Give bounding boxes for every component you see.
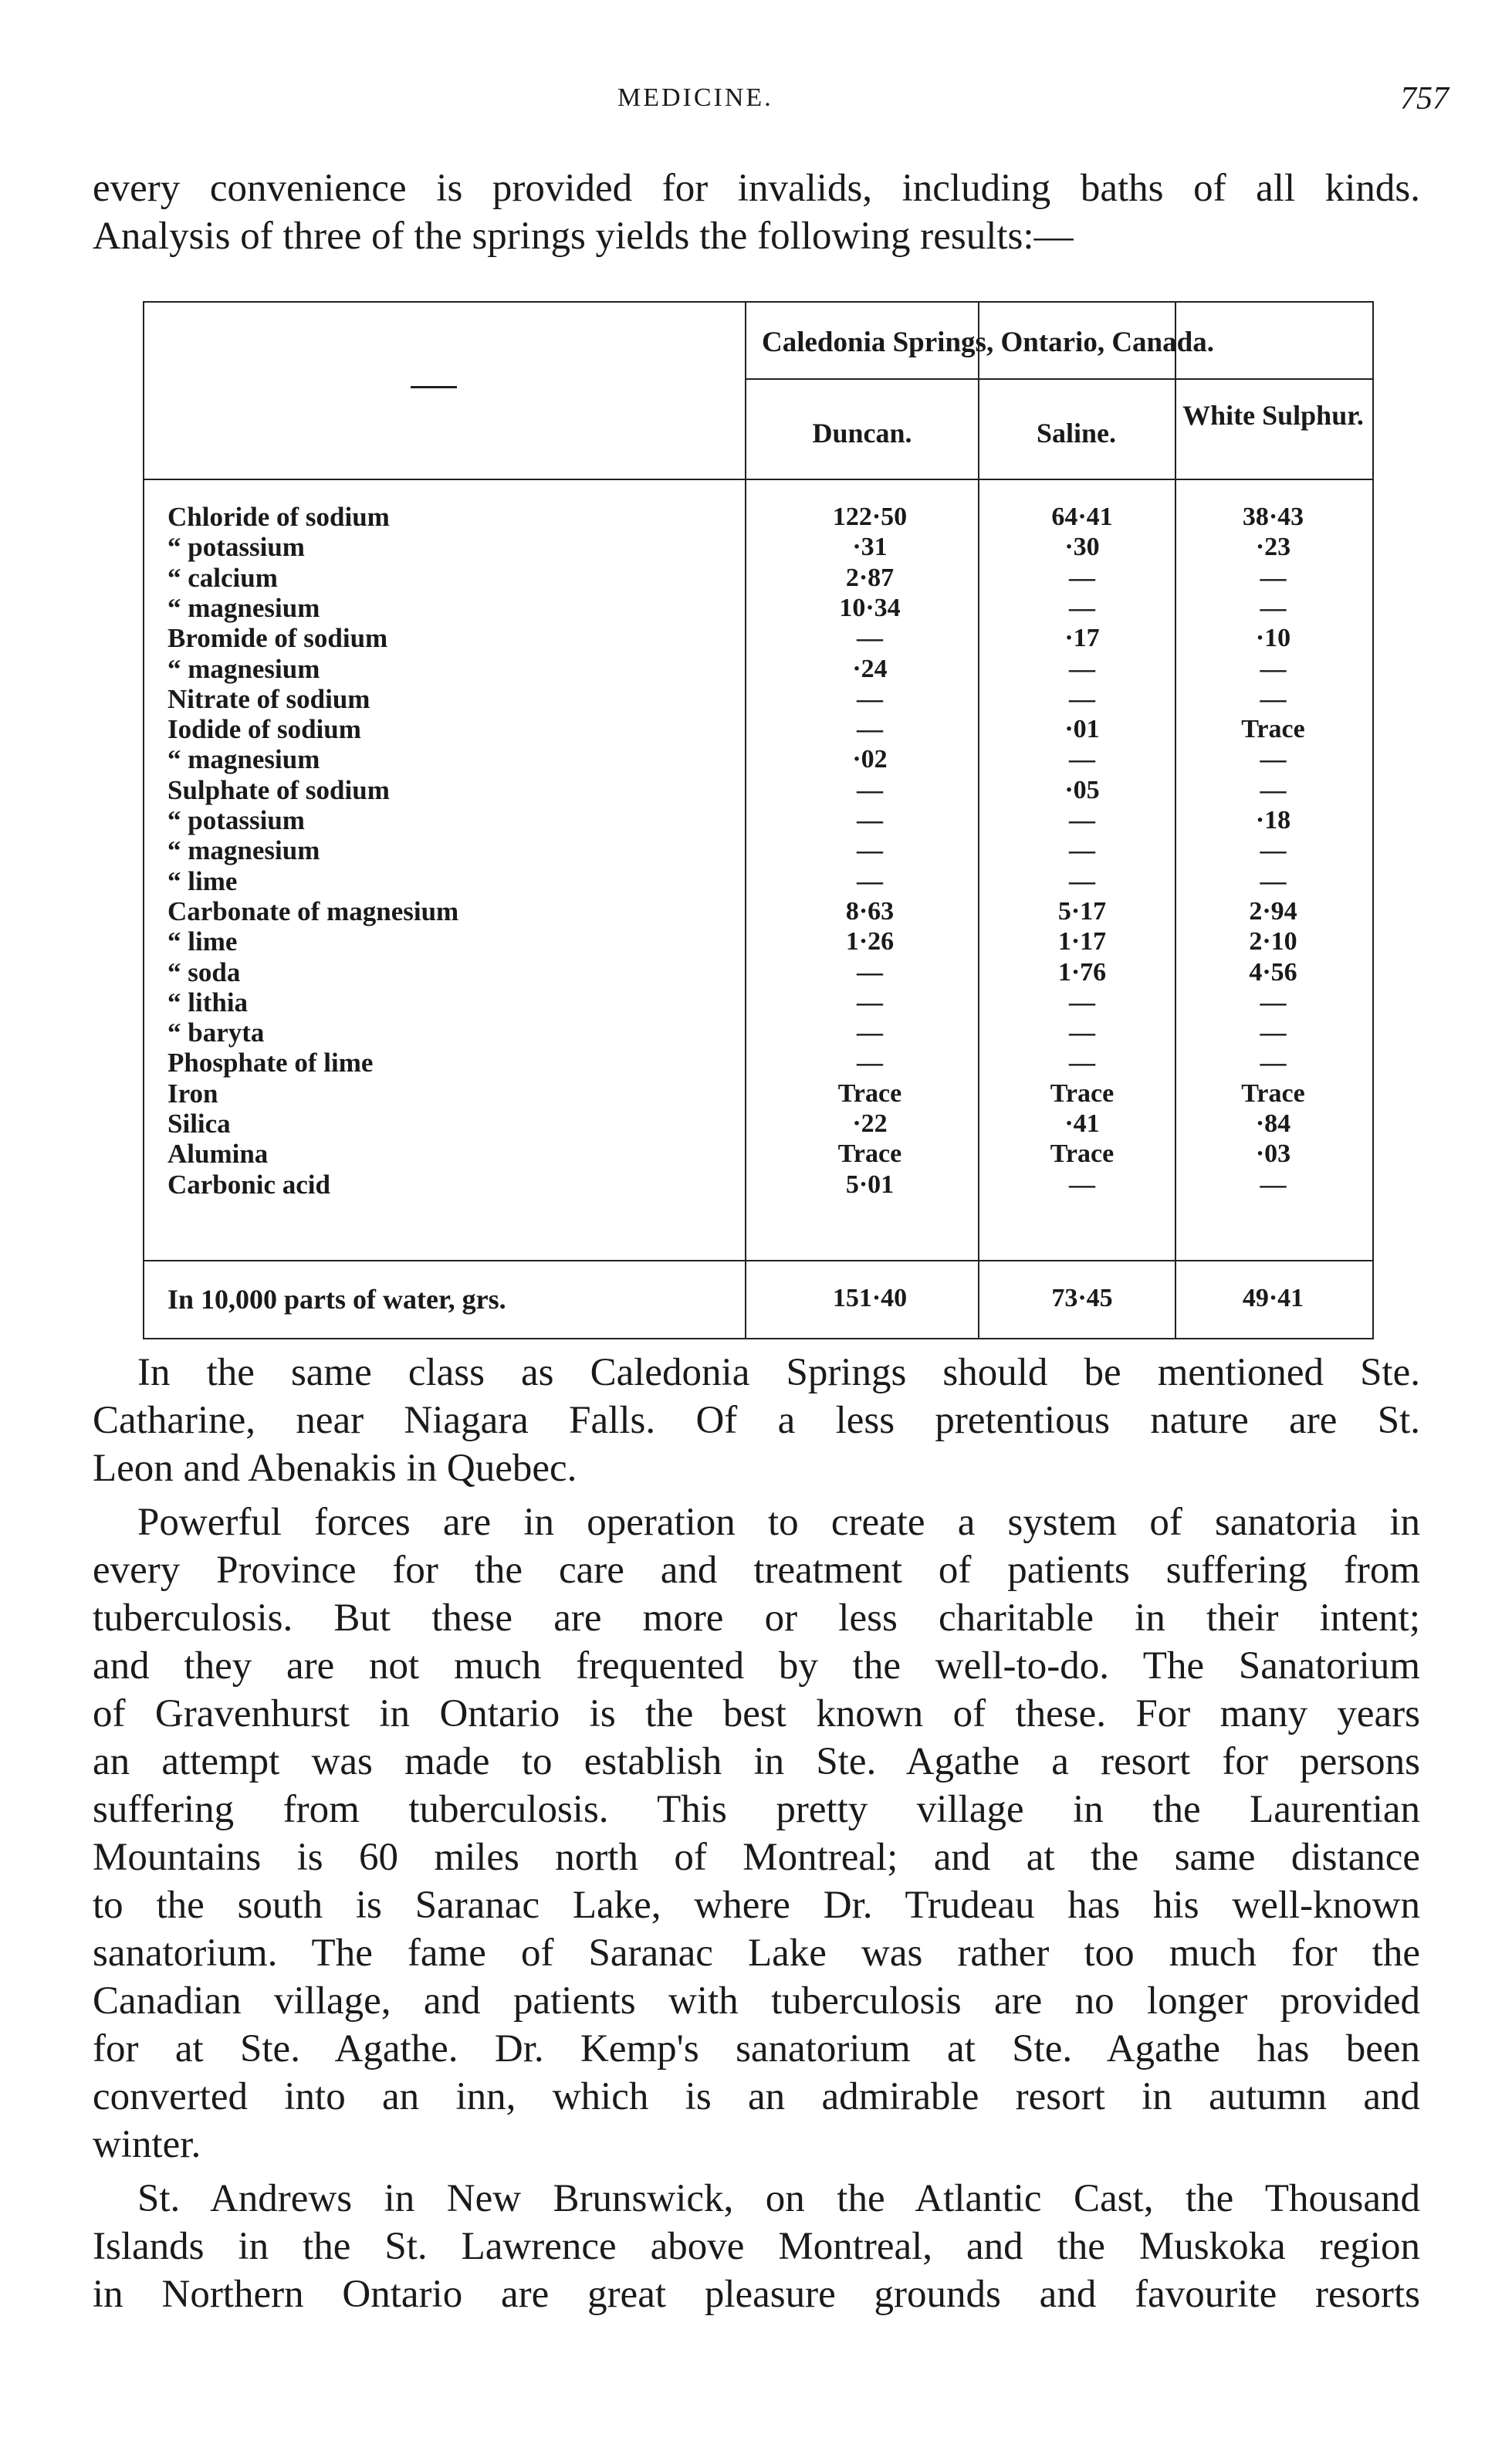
table-cell: 64·41 — [1051, 503, 1113, 531]
row-label — [167, 1048, 739, 1078]
table-cell: — — [1069, 867, 1095, 896]
table-cell: — — [857, 836, 883, 865]
row-label-text: Sulphate of sodium — [167, 775, 390, 805]
column-header-saline: Saline. — [1036, 418, 1117, 449]
table-cell: 5·17 — [1057, 897, 1107, 926]
row-label — [167, 1017, 739, 1048]
table-cell: 38·43 — [1242, 503, 1304, 531]
table-cell: Trace — [1050, 1079, 1115, 1108]
table-cell: 10·34 — [839, 594, 901, 622]
paragraph-line: converted into an inn, which is an admirable resort in autumn and — [93, 2075, 1420, 2118]
table-cell: — — [1260, 988, 1287, 1017]
row-label-text: Nitrate of sodium — [167, 684, 370, 714]
table-rule — [144, 1260, 1372, 1261]
row-label-text: “ soda — [167, 957, 241, 987]
table-cell: — — [1069, 988, 1095, 1017]
table-cell: ·30 — [1064, 533, 1100, 561]
table-cell: ·41 — [1064, 1109, 1100, 1138]
row-label — [167, 896, 739, 927]
row-label — [167, 593, 739, 624]
row-label — [167, 714, 739, 745]
table-cell: 4·56 — [1249, 958, 1297, 987]
paragraph-line: tuberculosis. But these are more or less charitable in their intent; — [93, 1596, 1420, 1640]
table-cell: — — [1260, 776, 1287, 804]
column-header-duncan: Duncan. — [812, 418, 912, 449]
table-cell: — — [1069, 836, 1095, 865]
table-cell: — — [857, 958, 883, 987]
paragraph-line: Powerful forces are in operation to create a system of sanatoria in — [137, 1501, 1420, 1544]
table-cell: 1·76 — [1057, 958, 1107, 987]
row-label — [167, 532, 739, 563]
total-saline: 73·45 — [1051, 1284, 1113, 1312]
paragraph-line: for at Ste. Agathe. Dr. Kemp's sanatorium at Ste. Agathe has been — [93, 2027, 1420, 2070]
table-cell: — — [857, 867, 883, 896]
table-cell: — — [1069, 1170, 1095, 1199]
table-cell: — — [1260, 1170, 1287, 1199]
row-label — [167, 1170, 739, 1200]
row-label-text: “ magnesium — [167, 654, 320, 684]
table-cell: — — [857, 806, 883, 835]
row-label — [167, 502, 739, 533]
table-cell: ·05 — [1064, 776, 1100, 804]
paragraph-line: In the same class as Caledonia Springs should be mentioned Ste. — [137, 1351, 1420, 1394]
table-cell: — — [1069, 1018, 1095, 1047]
paragraph-line: winter. — [93, 2123, 201, 2166]
paragraph-line: to the south is Saranac Lake, where Dr. Trudeau has his well-known — [93, 1884, 1420, 1927]
table-cell: — — [857, 685, 883, 713]
table-cell: Trace — [1050, 1139, 1115, 1168]
table-cell: — — [1069, 655, 1095, 683]
row-label-text: “ baryta — [167, 1017, 265, 1048]
table-cell: — — [1260, 594, 1287, 622]
table-cell: — — [857, 1048, 883, 1077]
table-cell: ·02 — [852, 745, 888, 774]
table-cell: — — [1069, 594, 1095, 622]
table-cell: ·84 — [1255, 1109, 1291, 1138]
row-label-text: “ lithia — [167, 987, 249, 1017]
table-cell: — — [857, 624, 883, 652]
table-cell: 8·63 — [845, 897, 895, 926]
row-label-text: Alumina — [167, 1139, 269, 1169]
paragraph-line: Canadian village, and patients with tuberculosis are no longer provided — [93, 1979, 1420, 2023]
table-rule — [745, 378, 1372, 380]
row-label — [167, 684, 739, 715]
table-cell: ·01 — [1064, 715, 1100, 743]
row-label — [167, 1139, 739, 1170]
spring-analysis-table — [143, 301, 1374, 1339]
paragraph-line: and they are not much frequented by the well-to-do. The Sanatorium — [93, 1644, 1420, 1688]
paragraph-line: suffering from tuberculosis. This pretty village in the Laurentian — [93, 1788, 1420, 1831]
row-label-text: “ potassium — [167, 532, 305, 562]
table-caption: Caledonia Springs, Ontario, Canada. — [762, 327, 1214, 358]
paragraph-line: sanatorium. The fame of Saranac Lake was rather too much for the — [93, 1932, 1420, 1975]
table-cell: — — [1260, 745, 1287, 774]
paragraph-line: an attempt was made to establish in Ste. Agathe a resort for persons — [93, 1740, 1420, 1783]
row-label — [167, 987, 739, 1018]
total-label: In 10,000 parts of water, grs. — [167, 1284, 506, 1315]
row-label-text: “ calcium — [167, 563, 278, 593]
row-label — [167, 835, 739, 866]
table-cell: ·18 — [1255, 806, 1291, 835]
row-label-text: “ potassium — [167, 805, 305, 835]
row-label — [167, 775, 739, 806]
row-label — [167, 654, 739, 685]
paragraph-line: every Province for the care and treatment of patients suffering from — [93, 1549, 1420, 1592]
table-cell: 5·01 — [845, 1170, 895, 1199]
table-divider — [978, 303, 979, 1338]
page-number: 757 — [1400, 81, 1449, 117]
table-cell: — — [857, 776, 883, 804]
table-cell: — — [1069, 1048, 1095, 1077]
table-cell: — — [1260, 1048, 1287, 1077]
row-label — [167, 805, 739, 836]
table-cell: ·10 — [1255, 624, 1291, 652]
row-label — [167, 563, 739, 594]
table-cell: ·31 — [852, 533, 888, 561]
table-divider — [745, 303, 746, 1338]
paragraph-line: of Gravenhurst in Ontario is the best known of these. For many years — [93, 1692, 1420, 1735]
table-cell: — — [1260, 655, 1287, 683]
paragraph-line: in Northern Ontario are great pleasure grounds and favourite resorts — [93, 2273, 1420, 2316]
row-label-text: Carbonate of magnesium — [167, 896, 459, 926]
column-header-white-sulphur: White Sulphur. — [1182, 400, 1364, 431]
table-cell: — — [1260, 836, 1287, 865]
paragraph-line: St. Andrews in New Brunswick, on the Atlantic Cast, the Thousand — [137, 2177, 1420, 2220]
row-label-text: “ magnesium — [167, 835, 320, 865]
intro-line-1: every convenience is provided for invalids, including baths of all kinds. — [93, 167, 1420, 210]
table-cell: — — [857, 988, 883, 1017]
table-cell: — — [857, 715, 883, 743]
table-cell: ·03 — [1255, 1139, 1291, 1168]
table-rule — [144, 479, 1372, 480]
table-cell: — — [857, 1018, 883, 1047]
running-title: MEDICINE. — [617, 83, 773, 112]
row-label — [167, 1078, 739, 1109]
table-cell: ·24 — [852, 655, 888, 683]
row-label-text: “ lime — [167, 866, 238, 896]
row-label-text: Bromide of sodium — [167, 623, 388, 653]
table-cell: — — [1260, 1018, 1287, 1047]
table-cell: Trace — [1241, 715, 1305, 743]
stub-header-dash — [411, 386, 457, 388]
row-label — [167, 744, 739, 775]
table-cell: — — [1260, 564, 1287, 592]
table-cell: ·22 — [852, 1109, 888, 1138]
row-label-text: “ lime — [167, 926, 238, 957]
row-label — [167, 623, 739, 654]
paragraph-line: Mountains is 60 miles north of Montreal; and at the same distance — [93, 1836, 1420, 1879]
row-label-text: “ magnesium — [167, 744, 320, 774]
row-label-text: Chloride of sodium — [167, 502, 390, 532]
table-cell: ·23 — [1255, 533, 1291, 561]
row-label — [167, 1109, 739, 1139]
table-cell: Trace — [837, 1139, 902, 1168]
table-cell: — — [1260, 867, 1287, 896]
row-label-text: Phosphate of lime — [167, 1048, 374, 1078]
total-duncan: 151·40 — [832, 1284, 908, 1312]
row-label — [167, 957, 739, 988]
paragraph-line: Leon and Abenakis in Quebec. — [93, 1447, 577, 1490]
table-cell: ·17 — [1064, 624, 1100, 652]
running-head — [0, 83, 1512, 130]
row-label — [167, 926, 739, 957]
table-cell: — — [1069, 564, 1095, 592]
intro-line-2: Analysis of three of the springs yields the following results:— — [93, 215, 1074, 258]
table-cell: — — [1069, 745, 1095, 774]
table-cell: 122·50 — [832, 503, 908, 531]
row-label-text: Iodide of sodium — [167, 714, 361, 744]
table-cell: — — [1069, 685, 1095, 713]
table-cell: 2·10 — [1249, 927, 1297, 956]
paragraph-line: Catharine, near Niagara Falls. Of a less pretentious nature are St. — [93, 1399, 1420, 1442]
table-cell: 2·87 — [845, 564, 895, 592]
table-cell: — — [1260, 685, 1287, 713]
row-label-text: Carbonic acid — [167, 1170, 330, 1200]
row-label — [167, 866, 739, 897]
table-cell: Trace — [837, 1079, 902, 1108]
row-label-text: Silica — [167, 1109, 231, 1139]
paragraph-line: Islands in the St. Lawrence above Montreal, and the Muskoka region — [93, 2225, 1420, 2268]
table-cell: — — [1069, 806, 1095, 835]
table-cell: 1·17 — [1057, 927, 1107, 956]
row-label-text: Iron — [167, 1078, 218, 1109]
table-cell: 2·94 — [1249, 897, 1297, 926]
row-label-text: “ magnesium — [167, 593, 320, 623]
table-cell: Trace — [1241, 1079, 1305, 1108]
total-white-sulphur: 49·41 — [1242, 1284, 1304, 1312]
table-cell: 1·26 — [845, 927, 895, 956]
